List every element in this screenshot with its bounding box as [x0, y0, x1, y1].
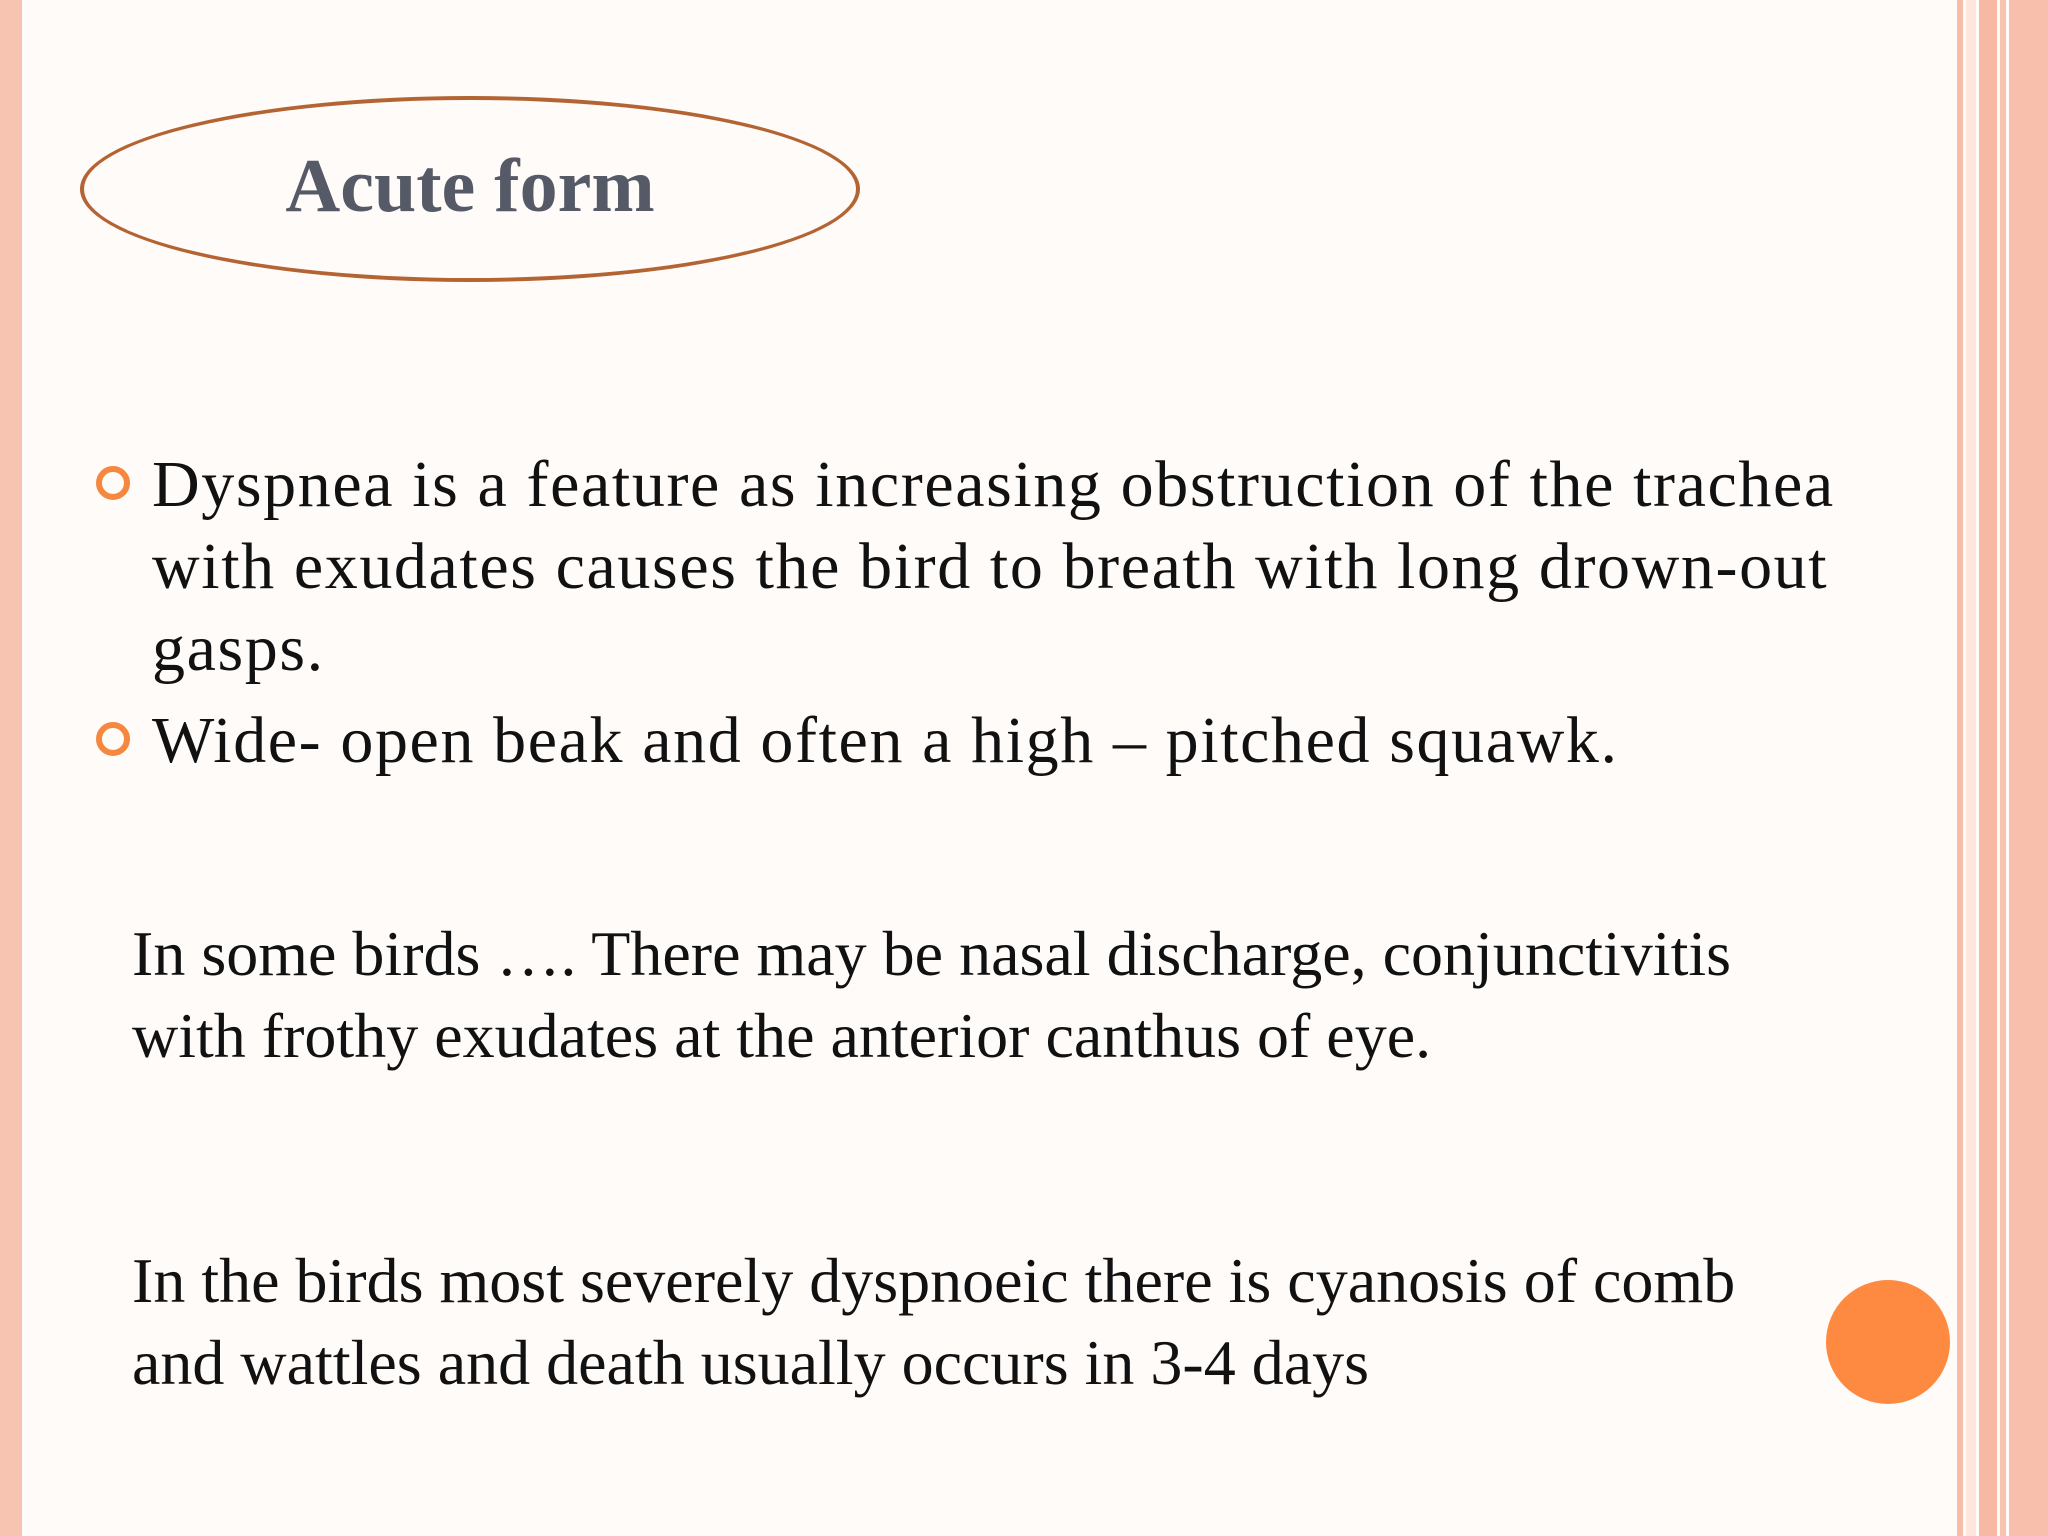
left-border-stripe — [0, 0, 22, 1536]
bullet-item — [96, 700, 1976, 782]
circle-bullet-icon — [96, 722, 130, 756]
title-oval — [80, 96, 860, 282]
bullet-item — [96, 444, 1976, 690]
bullet-list — [96, 444, 1976, 792]
right-border-stripe — [2000, 0, 2006, 1536]
circle-bullet-icon — [96, 466, 130, 500]
right-border-stripe — [1979, 0, 1997, 1536]
right-border-stripe — [2009, 0, 2048, 1536]
bullet-text: Dyspnea is a feature as increasing obstruction of the trachea with exudates causes the bird to breath with long drown-out gasps. — [152, 448, 1835, 685]
orange-circle-decoration — [1826, 1280, 1950, 1404]
slide-title: Acute form — [285, 143, 655, 228]
bullet-text: Wide- open beak and often a high – pitched squawk. — [152, 704, 1619, 777]
body-paragraph: In some birds …. There may be nasal discharge, conjunctivitis with frothy exudates at the anterior canthus of eye. — [132, 918, 1732, 1071]
body-paragraph: In the birds most severely dyspnoeic there is cyanosis of comb and wattles and death usually occurs in 3-4 days — [132, 1245, 1736, 1398]
